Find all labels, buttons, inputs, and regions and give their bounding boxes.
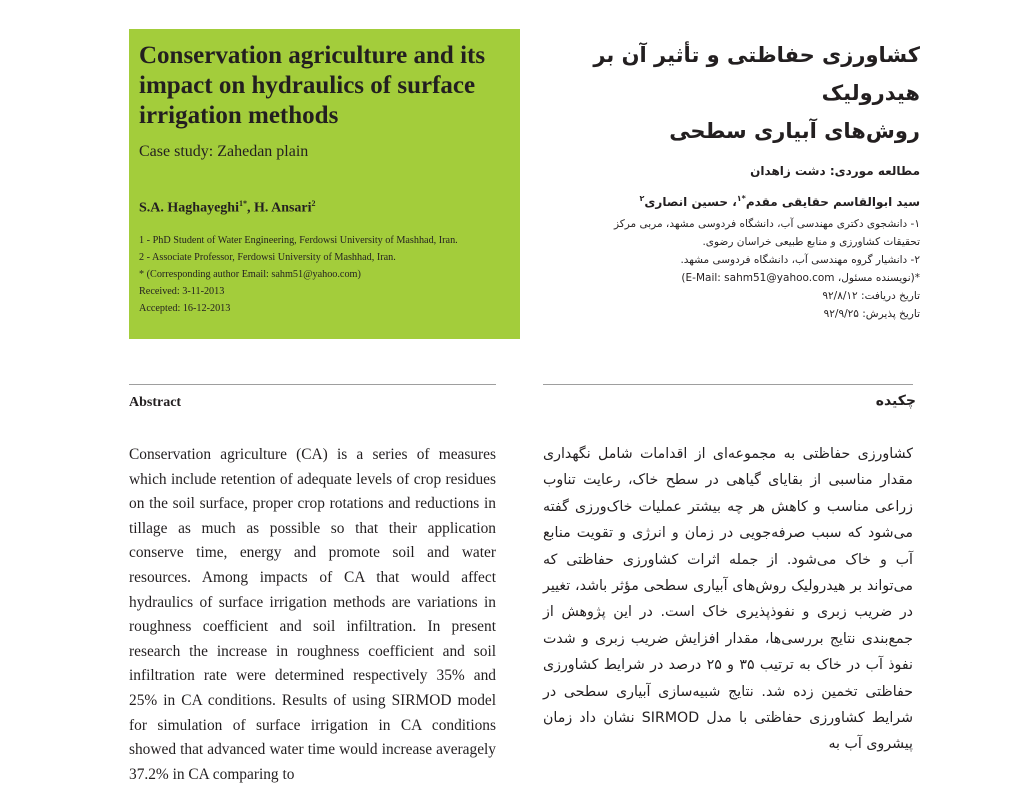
english-abstract-heading: Abstract <box>129 395 182 410</box>
english-author-1: S.A. Haghayeghi <box>139 200 239 216</box>
persian-author-1-sup: *۱ <box>736 194 746 203</box>
english-affiliation-line: 1 - PhD Student of Water Engineering, Ferdowsi University of Mashhad, Iran. <box>139 234 458 246</box>
persian-received-date: تاریخ دریافت: ۹۲/۸/۱۲ <box>822 290 920 302</box>
persian-title-line-2: روش‌های آبیاری سطحی <box>669 119 920 143</box>
persian-corresponding-email: *(نویسنده مسئول، E-Mail: sahm51@yahoo.com) <box>681 272 920 284</box>
persian-affiliation-line: تحقیقات کشاورزی و منابع طبیعی خراسان رضوی. <box>702 236 920 248</box>
persian-accepted-date: تاریخ پذیرش: ۹۲/۹/۲۵ <box>823 308 920 320</box>
english-section-divider <box>129 384 496 385</box>
english-author-2: H. Ansari <box>253 200 312 216</box>
english-affiliation-line: 2 - Associate Professor, Ferdowsi University of Mashhad, Iran. <box>139 251 396 263</box>
persian-affiliations <box>540 215 920 323</box>
english-author-1-sup: 1* <box>238 199 247 208</box>
persian-author-1: سید ابوالقاسم حقایقی مقدم <box>745 195 920 209</box>
english-accepted-date: Accepted: 16-12-2013 <box>139 302 231 314</box>
persian-section-divider <box>543 384 913 385</box>
english-abstract-text: Conservation agriculture (CA) is a series of measures which include retention of adequate levels of crop residues on the soil surface, proper crop rotations and reductions in tillage as much as possible so that their application conserve time, energy and promote soil and water resources. Among impacts of CA that would affect hydraulics of surface irrigation methods are variations in roughness coefficient and soil infiltration. In present research the increase in roughness coefficient and soil infiltration rate were determined respectively 35% and 25% in CA conditions. Results of using SIRMOD model for simulation of surface irrigation in CA conditions showed that advanced water time would increase averagely 37.2% in CA comparing to <box>129 446 496 783</box>
english-affiliations <box>139 232 510 317</box>
persian-header <box>540 36 920 323</box>
persian-author-2: حسین انصاری <box>644 195 729 209</box>
persian-case-study: مطالعه موردی: دشت زاهدان <box>750 164 920 178</box>
persian-abstract-heading: چکیده <box>875 393 916 409</box>
persian-author-separator: ، <box>728 195 737 209</box>
persian-affiliation-line: ۲- دانشیار گروه مهندسی آب، دانشگاه فردوسی مشهد. <box>680 254 920 266</box>
persian-authors <box>540 194 920 209</box>
persian-affiliation-line: ۱- دانشجوی دکتری مهندسی آب، دانشگاه فردوسی مشهد، مربی مرکز <box>613 218 920 230</box>
english-authors <box>139 199 510 217</box>
persian-author-2-sup: ۲ <box>639 194 645 203</box>
english-author-separator: , <box>246 200 254 216</box>
english-title: Conservation agriculture and its impact on hydraulics of surface irrigation methods <box>139 42 486 129</box>
persian-abstract-text: کشاورزی حفاظتی به مجموعه‌ای از اقدامات شامل نگهداری مقدار مناسبی از بقایای گیاهی در سطح خاک، رعایت تناوب زراعی مناسب و کاهش هر چه بیشتر عملیات خاک‌ورزی گفته می‌شود که سبب صرفه‌جویی در زمان و انرژی و تقویت منابع آب و خاک می‌شود. از جمله اثرات کشاورزی حفاظتی که می‌تواند بر هیدرولیک روش‌های آبیاری سطحی مؤثر باشد، تغییر در ضریب زبری و نفوذپذیری خاک است. در این پژوهش از جمع‌بندی نتایج بررسی‌ها، مقدار افزایش ضریب زبری و شدت نفوذ آب در خاک به ترتیب ۳۵ و ۲۵ درصد در شرایط کشاورزی حفاظتی تخمین زده شد. نتایج شبیه‌سازی آبیاری سطحی در شرایط کشاورزی حفاظتی با مدل SIRMOD نشان داد زمان پیشروی آب به <box>543 446 914 753</box>
english-case-study: Case study: Zahedan plain <box>139 143 309 160</box>
english-corresponding-email: * (Corresponding author Email: sahm51@yahoo.com) <box>139 268 361 280</box>
persian-title-line-1: کشاورزی حفاظتی و تأثیر آن بر هیدرولیک <box>593 43 920 105</box>
english-received-date: Received: 3-11-2013 <box>139 285 225 297</box>
persian-title <box>540 36 920 150</box>
english-title-box <box>129 29 520 339</box>
english-author-2-sup: 2 <box>311 199 316 208</box>
